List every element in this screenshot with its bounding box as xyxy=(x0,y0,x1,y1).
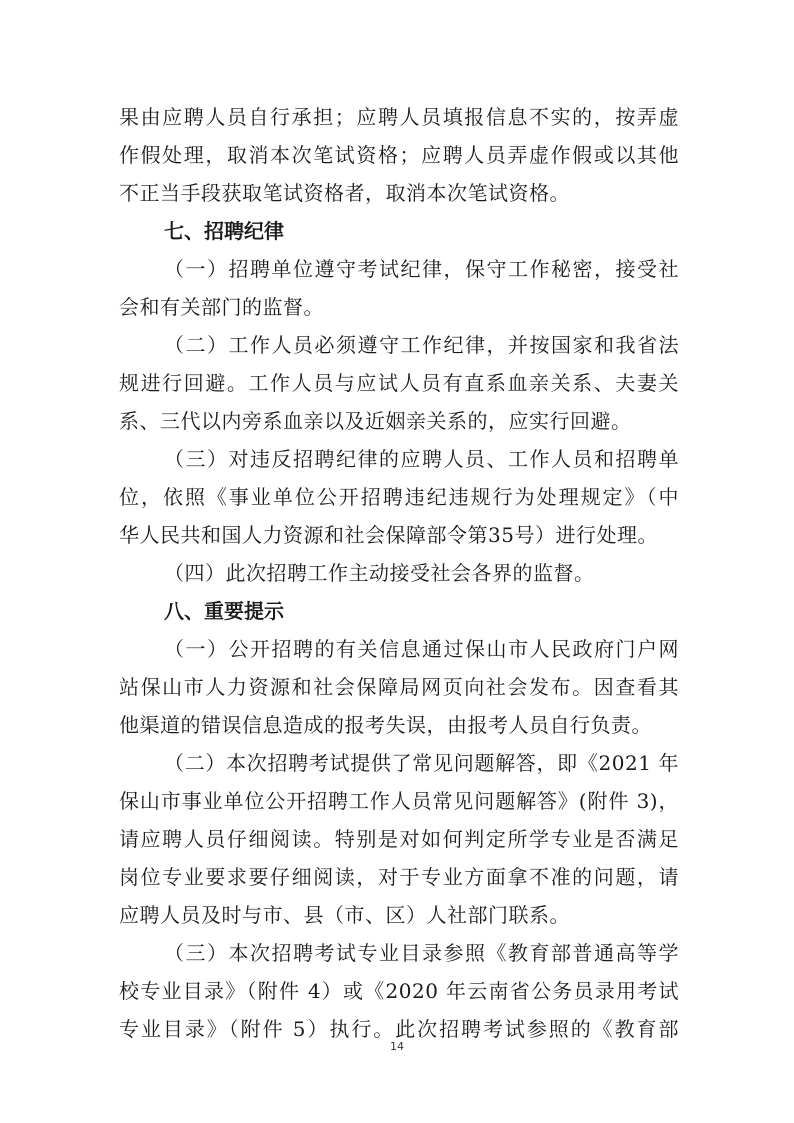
paragraph-line: 请应聘人员仔细阅读。特别是对如何判定所学专业是否满足 xyxy=(119,827,679,851)
paragraph-line: 站保山市人力资源和社会保障局网页向社会发布。因查看其 xyxy=(119,675,679,699)
paragraph-line: 位，依照《事业单位公开招聘违纪违规行为处理规定》（中 xyxy=(119,485,679,509)
paragraph-line: 系、三代以内旁系血亲以及近姻亲关系的，应实行回避。 xyxy=(119,409,632,433)
paragraph-line: 岗位专业要求要仔细阅读，对于专业方面拿不准的问题，请 xyxy=(119,865,679,889)
paragraph-line: 华人民共和国人力资源和社会保障部令第35号）进行处理。 xyxy=(119,523,658,547)
paragraph-line: （四）此次招聘工作主动接受社会各界的监督。 xyxy=(164,561,595,585)
paragraph-line: 应聘人员及时与市、县（市、区）人社部门联系。 xyxy=(119,903,570,927)
section-heading-7: 七、招聘纪律 xyxy=(164,219,284,243)
section-heading-8: 八、重要提示 xyxy=(164,599,284,623)
paragraph-line: 保山市事业单位公开招聘工作人员常见问题解答》(附件 3)， xyxy=(119,789,679,813)
paragraph-line: （三）本次招聘考试专业目录参照《教育部普通高等学 xyxy=(164,941,679,965)
paragraph-line: 专业目录》（附件 5）执行。此次招聘考试参照的《教育部 xyxy=(119,1017,679,1041)
page-number: 14 xyxy=(390,1040,404,1053)
paragraph-line: （一）招聘单位遵守考试纪律，保守工作秘密，接受社 xyxy=(164,257,679,281)
paragraph-line: 校专业目录》（附件 4）或《2020 年云南省公务员录用考试 xyxy=(119,979,679,1003)
paragraph-line: 会和有关部门的监督。 xyxy=(119,295,324,319)
paragraph-line: 果由应聘人员自行承担；应聘人员填报信息不实的，按弄虚 xyxy=(119,105,679,129)
paragraph-line: 规进行回避。工作人员与应试人员有直系血亲关系、夫妻关 xyxy=(119,371,679,395)
paragraph-line: 他渠道的错误信息造成的报考失误，由报考人员自行负责。 xyxy=(119,713,652,737)
paragraph-line: （二）本次招聘考试提供了常见问题解答，即《2021 年 xyxy=(164,751,679,775)
paragraph-line: （一）公开招聘的有关信息通过保山市人民政府门户网 xyxy=(164,637,679,661)
paragraph-line: 不正当手段获取笔试资格者，取消本次笔试资格。 xyxy=(119,181,570,205)
paragraph-line: （三）对违反招聘纪律的应聘人员、工作人员和招聘单 xyxy=(164,447,679,471)
paragraph-line: （二）工作人员必须遵守工作纪律，并按国家和我省法 xyxy=(164,333,679,357)
paragraph-line: 作假处理，取消本次笔试资格；应聘人员弄虚作假或以其他 xyxy=(119,143,679,167)
